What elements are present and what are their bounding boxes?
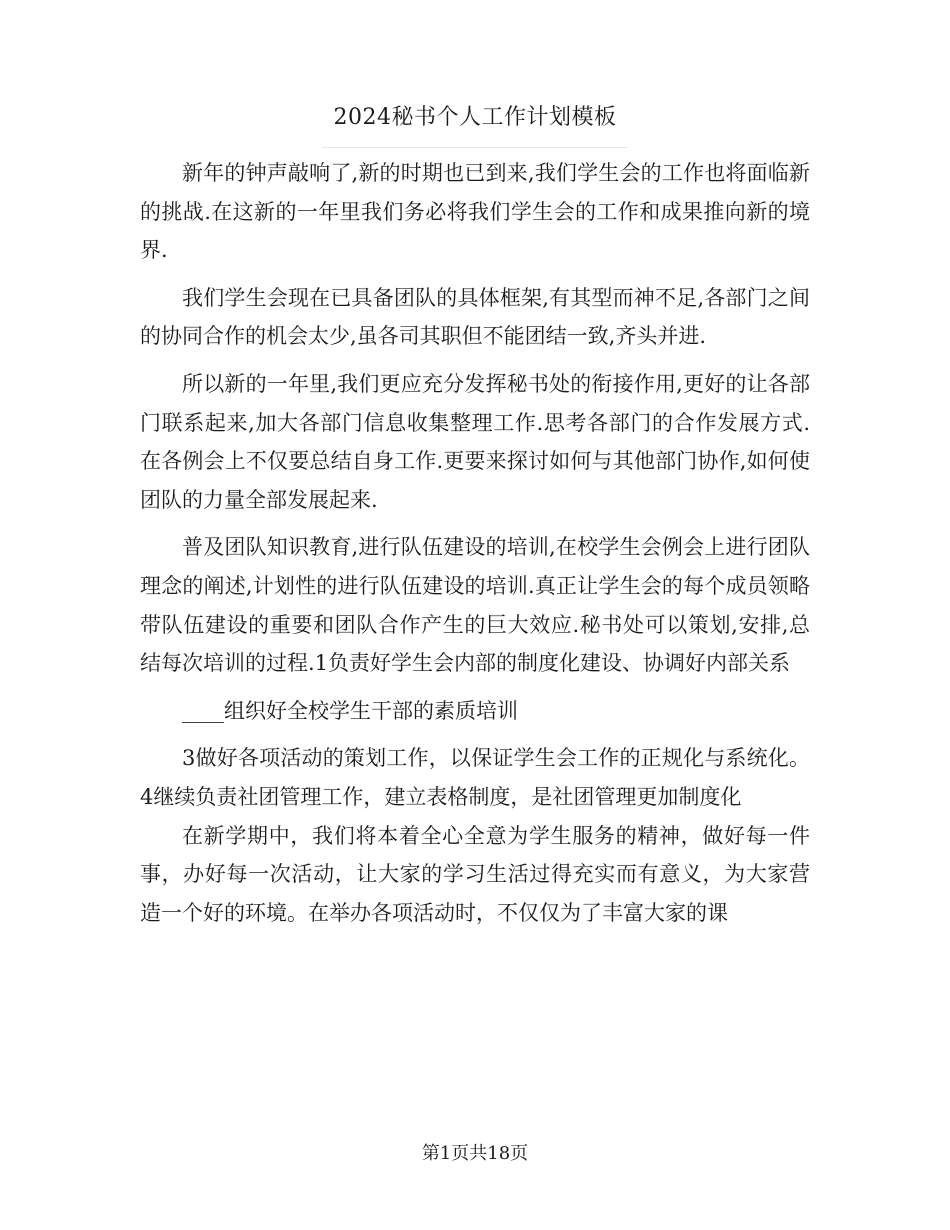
page-number: 第1页共18页	[421, 1143, 529, 1164]
paragraph: 新年的钟声敲响了,新的时期也已到来,我们学生会的工作也将面临新的挑战.在这新的一年里我们务必将我们学生会的工作和成果推向新的境界.	[140, 161, 810, 263]
paragraph: 普及团队知识教育,进行队伍建设的培训,在校学生会例会上进行团队理念的阐述,计划性的进行队伍建设的培训.真正让学生会的每个成员领略带队伍建设的重要和团队合作产生的巨大效应.秘书处可以策划,安排,总结每次培训的过程.1负责好学生会内部的制度化建设、协调好内部关系	[140, 535, 810, 676]
paragraph: ____组织好全校学生干部的素质培训	[182, 698, 518, 723]
document-body	[140, 154, 810, 932]
paragraph: 3做好各项活动的策划工作，以保证学生会工作的正规化与系统化。4继续负责社团管理工作，建立表格制度，是社团管理更加制度化	[140, 746, 810, 809]
paragraph: 在新学期中，我们将本着全心全意为学生服务的精神，做好每一件事，办好每一次活动，让大家的学习生活过得充实而有意义，为大家营造一个好的环境。在举办各项活动时，不仅仅为了丰富大家的课	[140, 823, 810, 925]
paragraph: 所以新的一年里,我们更应充分发挥秘书处的衔接作用,更好的让各部门联系起来,加大各部门信息收集整理工作.思考各部门的合作发展方式.在各例会上不仅要总结自身工作.更要来探讨如何与其他部门协作,如何使团队的力量全部发展起来.	[140, 371, 810, 512]
document-title: 2024秘书个人工作计划模板	[333, 105, 617, 130]
paragraph: 我们学生会现在已具备团队的具体框架,有其型而神不足,各部门之间的协同合作的机会太少,虽各司其职但不能团结一致,齐头并进.	[140, 285, 810, 349]
title-divider	[322, 147, 628, 148]
